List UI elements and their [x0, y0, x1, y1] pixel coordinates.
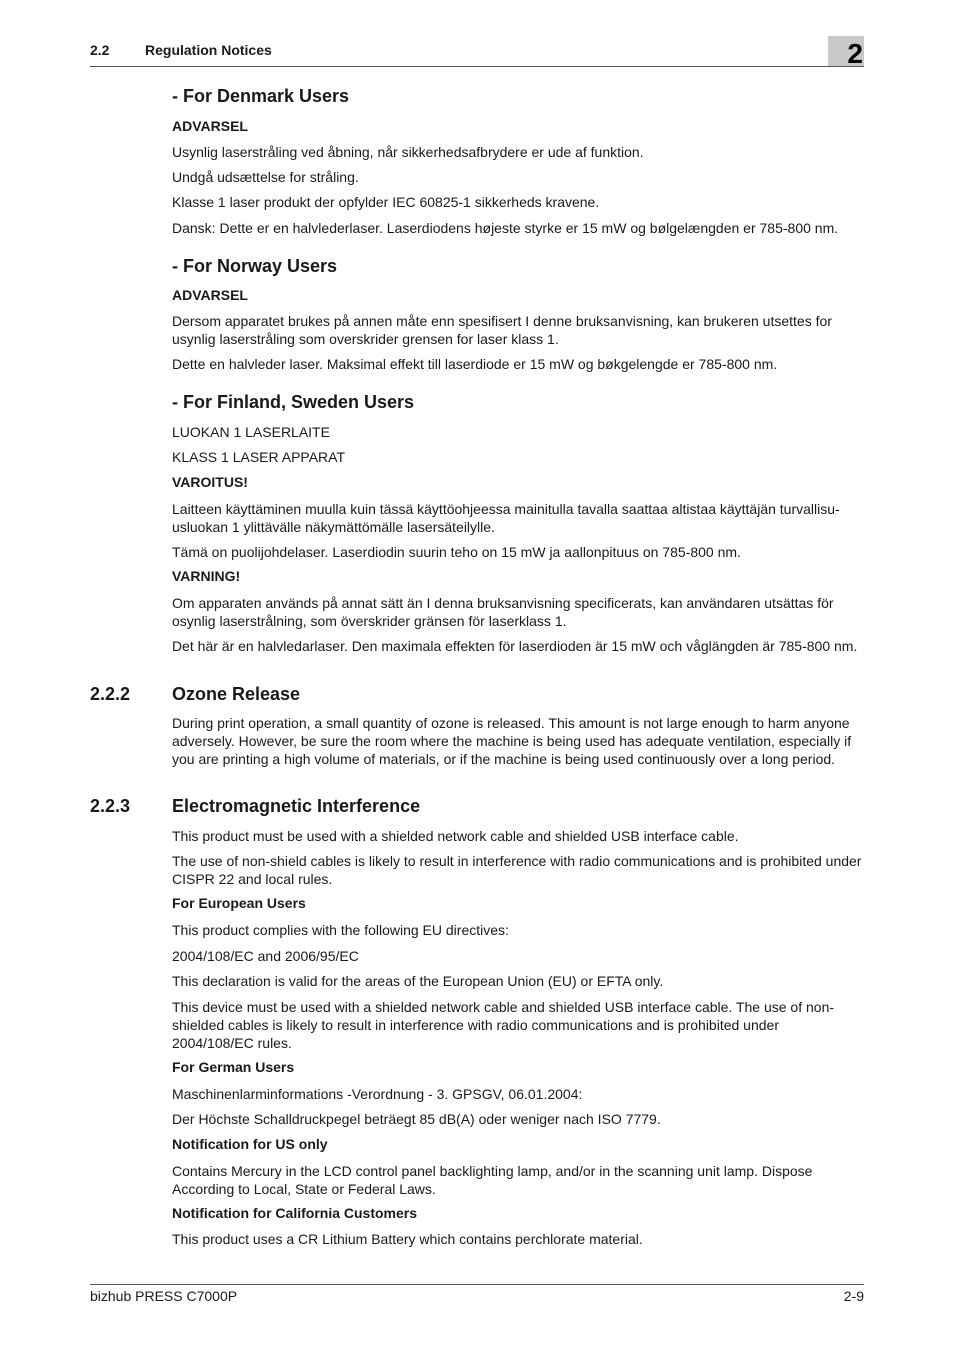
footer-product-name: bizhub PRESS C7000P	[90, 1288, 238, 1304]
page-header	[90, 40, 864, 67]
us-notification-paragraph: Contains Mercury in the LCD control panel backlighting lamp, and/or in the scanning unit lamp. Dispose According to Local, State or Federal Laws.	[172, 1163, 813, 1197]
chapter-number: 2	[847, 38, 863, 69]
denmark-paragraph-3: Klasse 1 laser produkt der opfylder IEC 60825-1 sikkerheds kravene.	[172, 194, 600, 210]
footer-page-number: 2-9	[843, 1288, 864, 1304]
eu-paragraph-3: This declaration is valid for the areas of the European Union (EU) or EFTA only.	[172, 973, 664, 989]
denmark-paragraph-4: Dansk: Dette er en halvlederlaser. Laserdiodens højeste styrke er 15 mW og bølgelængden er 785-800 nm.	[172, 220, 839, 236]
california-notification-label: Notification for California Customers	[172, 1205, 418, 1221]
german-users-label: For German Users	[172, 1059, 295, 1075]
denmark-heading: - For Denmark Users	[172, 86, 350, 106]
norway-heading: - For Norway Users	[172, 256, 338, 276]
chapter-tab	[828, 36, 864, 69]
finland-paragraph-2: Tämä on puolijohdelaser. Laserdiodin suurin teho on 15 mW ja aallonpituus on 785-800 nm.	[172, 544, 741, 560]
ozone-section-title: Ozone Release	[172, 684, 301, 704]
sweden-laser-class: KLASS 1 LASER APPARAT	[172, 449, 346, 465]
finland-sweden-heading: - For Finland, Sweden Users	[172, 392, 415, 412]
finland-laser-class: LUOKAN 1 LASERLAITE	[172, 424, 330, 440]
page-footer	[90, 1284, 864, 1304]
ozone-section-number: 2.2.2	[90, 684, 131, 704]
german-paragraph-2: Der Höchste Schalldruckpegel beträegt 85 dB(A) oder weniger nach ISO 7779.	[172, 1111, 661, 1127]
denmark-paragraph-2: Undgå udsættelse for stråling.	[172, 169, 359, 185]
header-section-number: 2.2	[90, 42, 110, 58]
emi-section-number: 2.2.3	[90, 796, 131, 816]
denmark-paragraph-1: Usynlig laserstråling ved åbning, når sikkerhedsafbrydere er ude af funktion.	[172, 144, 644, 160]
emi-section-title: Electromagnetic Interference	[172, 796, 421, 816]
eu-directives: 2004/108/EC and 2006/95/EC	[172, 948, 359, 964]
denmark-warning-label: ADVARSEL	[172, 118, 248, 134]
finland-warning-label: VAROITUS!	[172, 474, 248, 490]
norway-paragraph-2: Dette en halvleder laser. Maksimal effekt till laserdiode er 15 mW og bøkgelengde er 785-800 nm.	[172, 356, 778, 372]
eu-users-label: For European Users	[172, 895, 306, 911]
finland-paragraph-1: Laitteen käyttäminen muulla kuin tässä käyttöohjeessa mainitulla tavalla saattaa altistaa käyttäjän turvallisu-usluokan 1 ylittävälle näkymättömälle lasersäteilylle.	[172, 501, 840, 535]
sweden-paragraph-1: Om apparaten används på annat sätt än I denna bruksanvisning specificerats, kan användaren utsättas för osynlig laserstrålning, som överskrider gränsen för laserklass 1.	[172, 595, 834, 629]
sweden-paragraph-2: Det här är en halvledarlaser. Den maximala effekten för laserdioden är 15 mW och våglängden är 785-800 nm.	[172, 638, 858, 654]
norway-paragraph-1: Dersom apparatet brukes på annen måte enn spesifisert I denne bruksanvisning, kan brukeren utsettes for usynlig laserstråling som overskrider grensen for laser klass 1.	[172, 313, 832, 347]
german-paragraph-1: Maschinenlarminformations -Verordnung - 3. GPSGV, 06.01.2004:	[172, 1086, 583, 1102]
header-section-title: Regulation Notices	[145, 42, 272, 58]
eu-paragraph-1: This product complies with the following EU directives:	[172, 922, 509, 938]
eu-paragraph-4: This device must be used with a shielded network cable and shielded USB interface cable. The use of non-shielded cables is likely to result in interference with radio communications and is prohibited under 2004/108/EC rules.	[172, 999, 835, 1051]
us-notification-label: Notification for US only	[172, 1136, 328, 1152]
emi-paragraph-1: This product must be used with a shielded network cable and shielded USB interface cable.	[172, 828, 739, 844]
emi-paragraph-2: The use of non-shield cables is likely to result in interference with radio communications and is prohibited under CISPR 22 and local rules.	[172, 853, 862, 887]
california-notification-paragraph: This product uses a CR Lithium Battery which contains perchlorate material.	[172, 1231, 643, 1247]
ozone-paragraph: During print operation, a small quantity of ozone is released. This amount is not large enough to harm anyone adversely. However, be sure the room where the machine is being used has adequate ventilation, especially if you are printing a high volume of materials, or if the machine is being used continuously over a long period.	[172, 715, 852, 767]
sweden-warning-label: VARNING!	[172, 568, 241, 584]
norway-warning-label: ADVARSEL	[172, 287, 248, 303]
